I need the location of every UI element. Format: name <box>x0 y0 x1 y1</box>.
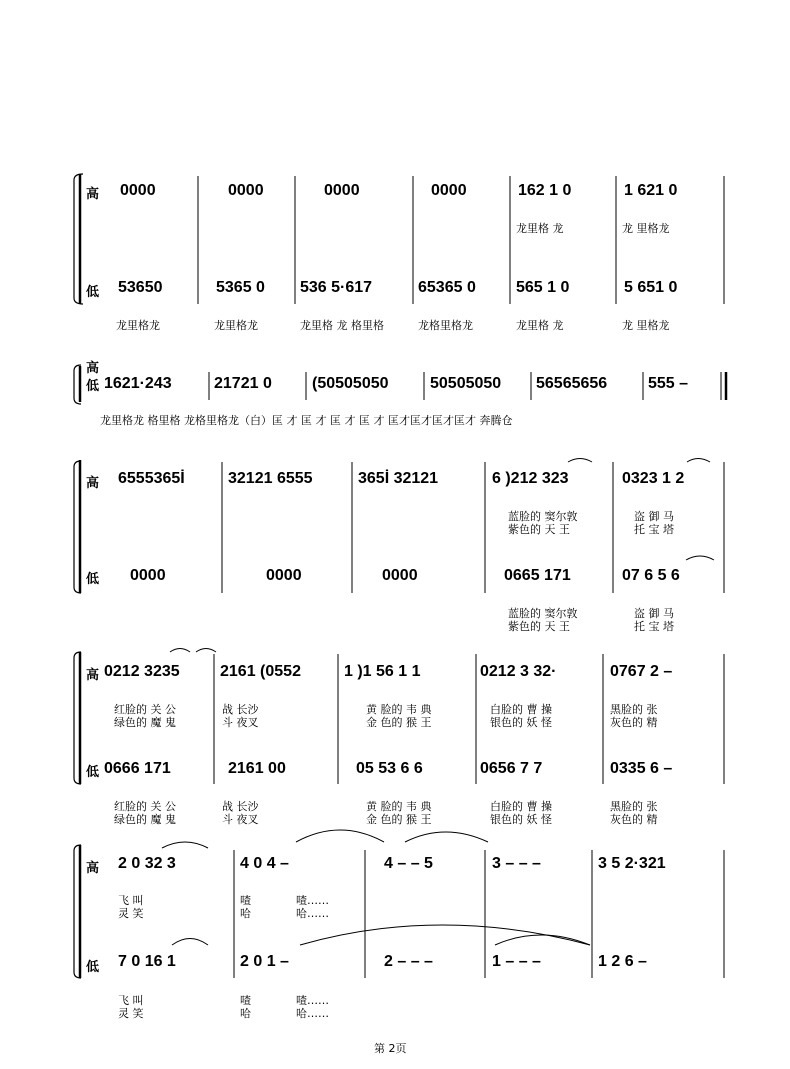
unison-lyric: 龙里格龙 格里格 龙格里格龙（白）匡 才 匡 才 匡 才 匡 才 匡才匡才匡才匡才 奔腾仓 <box>100 414 513 427</box>
low-measure: 536 5·617 <box>300 279 373 296</box>
high-lyric: 金 色的 猴 王 <box>366 716 432 729</box>
high-measure: 0000 <box>431 182 467 199</box>
low-lyric: 飞 叫 <box>118 994 144 1007</box>
unison-measure: (50505050 <box>312 375 389 392</box>
high-measure: 0767 2 – <box>610 663 673 680</box>
high-lyric: 银色的 妖 怪 <box>490 716 552 729</box>
high-measure: 0000 <box>228 182 264 199</box>
low-measure: 7 0 16 1 <box>118 953 176 970</box>
high-lyric: 龙里格 龙 <box>516 222 564 235</box>
high-lyric: 紫色的 天 王 <box>508 523 570 536</box>
low-lyric: 龙格里格龙 <box>418 319 473 332</box>
low-measure: 5365 0 <box>216 279 265 296</box>
high-label: 高 <box>86 861 100 876</box>
high-measure: 162 1 0 <box>518 182 572 199</box>
high-lyric: 灰色的 精 <box>610 716 658 729</box>
low-measure: 2 0 1 – <box>240 953 289 970</box>
low-label: 低 <box>86 285 100 300</box>
high-measure: 0000 <box>324 182 360 199</box>
page-number: 第 2页 <box>374 1042 407 1055</box>
low-measure: 565 1 0 <box>516 279 570 296</box>
high-label: 高 <box>86 361 100 376</box>
low-measure: 65365 0 <box>418 279 476 296</box>
high-lyric: 黄 脸的 韦 典 <box>366 703 432 716</box>
low-label: 低 <box>86 765 100 780</box>
high-measure: 32121 6555 <box>228 470 313 487</box>
high-measure: 3 5 2·321 <box>598 855 666 872</box>
high-lyric: 盗 御 马 <box>634 510 674 523</box>
low-lyric: 红脸的 关 公 <box>114 800 176 813</box>
low-lyric: 盗 御 马 <box>634 607 674 620</box>
low-measure: 0000 <box>382 567 418 584</box>
low-lyric: 绿色的 魔 鬼 <box>114 813 176 826</box>
low-label: 低 <box>86 572 100 587</box>
high-lyric: 灵 笑 <box>118 907 144 920</box>
high-measure: 4 – – 5 <box>384 855 433 872</box>
high-measure: 0212 3235 <box>104 663 180 680</box>
low-lyric: 龙 里格龙 <box>622 319 670 332</box>
high-lyric: 哈 <box>240 907 251 920</box>
high-lyric: 喳 <box>240 894 251 907</box>
low-measure: 1 2 6 – <box>598 953 647 970</box>
high-label: 高 <box>86 476 100 491</box>
high-label: 高 <box>86 187 100 202</box>
low-measure: 2 – – – <box>384 953 433 970</box>
low-lyric: 战 长沙 <box>222 800 259 813</box>
low-measure: 07 6 5 6 <box>622 567 680 584</box>
low-measure: 0665 171 <box>504 567 571 584</box>
low-measure: 5 651 0 <box>624 279 678 296</box>
high-measure: 0323 1 2 <box>622 470 685 487</box>
high-measure: 3 – – – <box>492 855 541 872</box>
low-lyric: 灰色的 精 <box>610 813 658 826</box>
high-lyric: 飞 叫 <box>118 894 144 907</box>
high-measure: 2161 (0552 <box>220 663 301 680</box>
high-measure: 0212 3 32· <box>480 663 557 680</box>
unison-measure: 555 – <box>648 375 689 392</box>
low-lyric: 龙里格 龙 格里格 <box>300 319 384 332</box>
high-lyric: 蓝脸的 窦尔敦 <box>508 510 578 523</box>
high-lyric: 红脸的 关 公 <box>114 703 176 716</box>
unison-measure: 1621·243 <box>104 375 172 392</box>
high-lyric: 龙 里格龙 <box>622 222 670 235</box>
low-lyric: 龙里格 龙 <box>516 319 564 332</box>
low-lyric: 黄 脸的 韦 典 <box>366 800 432 813</box>
low-lyric: 托 宝 塔 <box>634 620 674 633</box>
high-measure: 2 0 32 3 <box>118 855 176 872</box>
low-lyric: 灵 笑 <box>118 1007 144 1020</box>
high-lyric: 绿色的 魔 鬼 <box>114 716 176 729</box>
unison-measure: 56565656 <box>536 375 608 392</box>
high-measure: 6555365İ <box>118 470 185 487</box>
low-lyric: 金 色的 猴 王 <box>366 813 432 826</box>
unison-measure: 21721 0 <box>214 375 272 392</box>
low-lyric: 哈 <box>240 1007 251 1020</box>
low-label: 低 <box>86 960 100 975</box>
high-lyric: 白脸的 曹 操 <box>490 703 552 716</box>
unison-measure: 50505050 <box>430 375 502 392</box>
low-measure: 0656 7 7 <box>480 760 543 777</box>
high-lyric: 斗 夜叉 <box>222 716 259 729</box>
low-lyric: 喳 <box>240 994 251 1007</box>
low-lyric: 龙里格龙 <box>116 319 160 332</box>
low-measure: 53650 <box>118 279 163 296</box>
low-lyric: 蓝脸的 窦尔敦 <box>508 607 578 620</box>
low-lyric: 斗 夜叉 <box>222 813 259 826</box>
low-lyric: 黑脸的 张 <box>610 800 658 813</box>
low-lyric: 喳…… <box>296 994 329 1007</box>
low-measure: 0666 171 <box>104 760 171 777</box>
low-lyric: 紫色的 天 王 <box>508 620 570 633</box>
high-lyric: 黑脸的 张 <box>610 703 658 716</box>
low-label: 低 <box>86 379 100 394</box>
low-measure: 0335 6 – <box>610 760 673 777</box>
high-measure: 1 )1 56 1 1 <box>344 663 421 680</box>
low-lyric: 银色的 妖 怪 <box>490 813 552 826</box>
low-lyric: 哈…… <box>296 1007 329 1020</box>
low-measure: 05 53 6 6 <box>356 760 423 777</box>
high-lyric: 托 宝 塔 <box>634 523 674 536</box>
high-measure: 0000 <box>120 182 156 199</box>
low-measure: 2161 00 <box>228 760 286 777</box>
low-lyric: 白脸的 曹 操 <box>490 800 552 813</box>
high-label: 高 <box>86 668 100 683</box>
high-measure: 365İ 32121 <box>358 470 439 487</box>
low-measure: 1 – – – <box>492 953 541 970</box>
high-measure: 4 0 4 – <box>240 855 289 872</box>
high-measure: 6 )212 323 <box>492 470 569 487</box>
low-lyric: 龙里格龙 <box>214 319 258 332</box>
high-lyric: 哈…… <box>296 907 329 920</box>
high-lyric: 战 长沙 <box>222 703 259 716</box>
high-measure: 1 621 0 <box>624 182 678 199</box>
high-lyric: 喳…… <box>296 894 329 907</box>
low-measure: 0000 <box>130 567 166 584</box>
low-measure: 0000 <box>266 567 302 584</box>
